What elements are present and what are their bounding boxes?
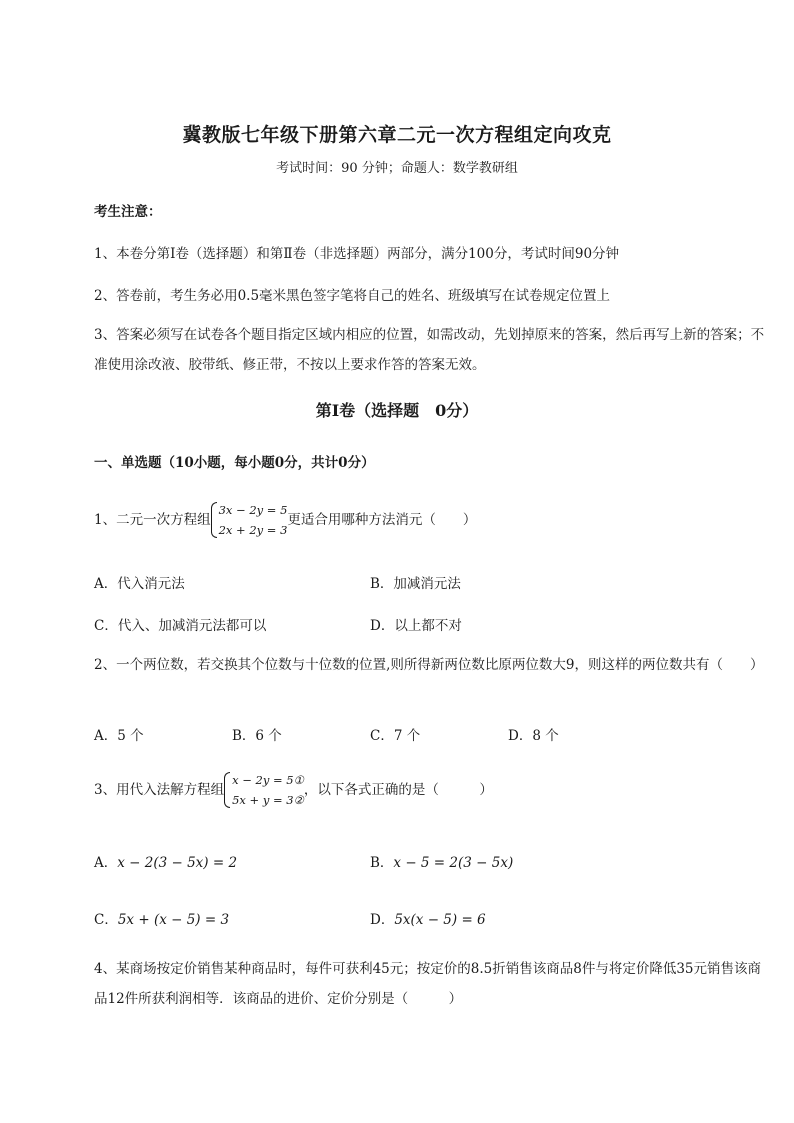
question-2: 2、一个两位数，若交换其个位数与十位数的位置,则所得新两位数比原两位数大9，则这样的两位数共有（ ） [94, 657, 764, 673]
equation-1a: 3x − 2y = 5 [218, 503, 288, 517]
question-3-suffix: ，以下各式正确的是（ ） [303, 782, 493, 798]
question-3-prefix: 3、用代入法解方程组 [94, 782, 225, 798]
option-3b-label: B． [370, 855, 394, 871]
equation-system-3 [224, 770, 304, 810]
option-1a[interactable]: A．代入消元法 [94, 576, 185, 592]
question-1-suffix: 更适合用哪种方法消元（ ） [287, 512, 477, 528]
option-3a-label: A． [94, 855, 118, 871]
option-3b-formula: x − 5 = 2(3 − 5x) [393, 855, 514, 871]
option-2a[interactable]: A．5 个 [94, 728, 144, 744]
option-3d-formula: 5x(x − 5) = 6 [394, 912, 486, 928]
option-1b[interactable]: B．加减消元法 [370, 576, 461, 592]
equation-3a: x − 2y = 5① [232, 773, 304, 787]
exam-info: 考试时间：90 分钟；命题人：数学教研组 [276, 161, 518, 176]
equation-3b: 5x + y = 3② [232, 793, 304, 807]
notice-item-1: 1、本卷分第Ⅰ卷（选择题）和第Ⅱ卷（非选择题）两部分，满分100分，考试时间90分钟 [94, 246, 620, 262]
equation-system-1 [211, 500, 288, 540]
option-3c-formula: 5x + (x − 5) = 3 [117, 912, 230, 928]
notice-heading: 考生注意： [94, 204, 162, 220]
page-title: 冀教版七年级下册第六章二元一次方程组定向攻克 [182, 124, 612, 146]
option-2b[interactable]: B．6 个 [232, 728, 282, 744]
notice-item-2: 2、答卷前，考生务必用0.5毫米黑色签字笔将自己的姓名、班级填写在试卷规定位置上 [94, 288, 611, 304]
option-1d[interactable]: D．以上都不对 [370, 618, 462, 634]
option-3a-formula: x − 2(3 − 5x) = 2 [117, 855, 238, 871]
option-3d-label: D． [370, 912, 395, 928]
option-3c-label: C． [94, 912, 118, 928]
option-2d[interactable]: D．8 个 [508, 728, 559, 744]
option-1c[interactable]: C．代入、加减消元法都可以 [94, 618, 267, 634]
notice-item-3: 3、答案必须写在试卷各个题目指定区域内相应的位置，如需改动，先划掉原来的答案，然后再写上新的答案；不准使用涂改液、胶带纸、修正带，不按以上要求作答的答案无效。 [94, 327, 765, 373]
question-3 [94, 770, 493, 810]
question-1 [94, 500, 476, 540]
option-3b[interactable] [370, 851, 513, 871]
section-title: 第Ⅰ卷（选择题 0分） [315, 401, 479, 420]
part-title: 一、单选题（10小题，每小题0分，共计0分） [94, 455, 375, 471]
option-3c[interactable] [94, 908, 229, 928]
option-3d[interactable] [370, 908, 486, 928]
option-3a[interactable] [94, 851, 237, 871]
question-4: 4、某商场按定价销售某种商品时，每件可获利45元；按定价的8.5折销售该商品8件与将定价降低35元销售该商品12件所获利润相等．该商品的进价、定价分别是（ ） [94, 961, 762, 1007]
equation-1b: 2x + 2y = 3 [218, 523, 288, 537]
question-1-prefix: 1、二元一次方程组 [94, 512, 211, 528]
option-2c[interactable]: C．7 个 [370, 728, 421, 744]
